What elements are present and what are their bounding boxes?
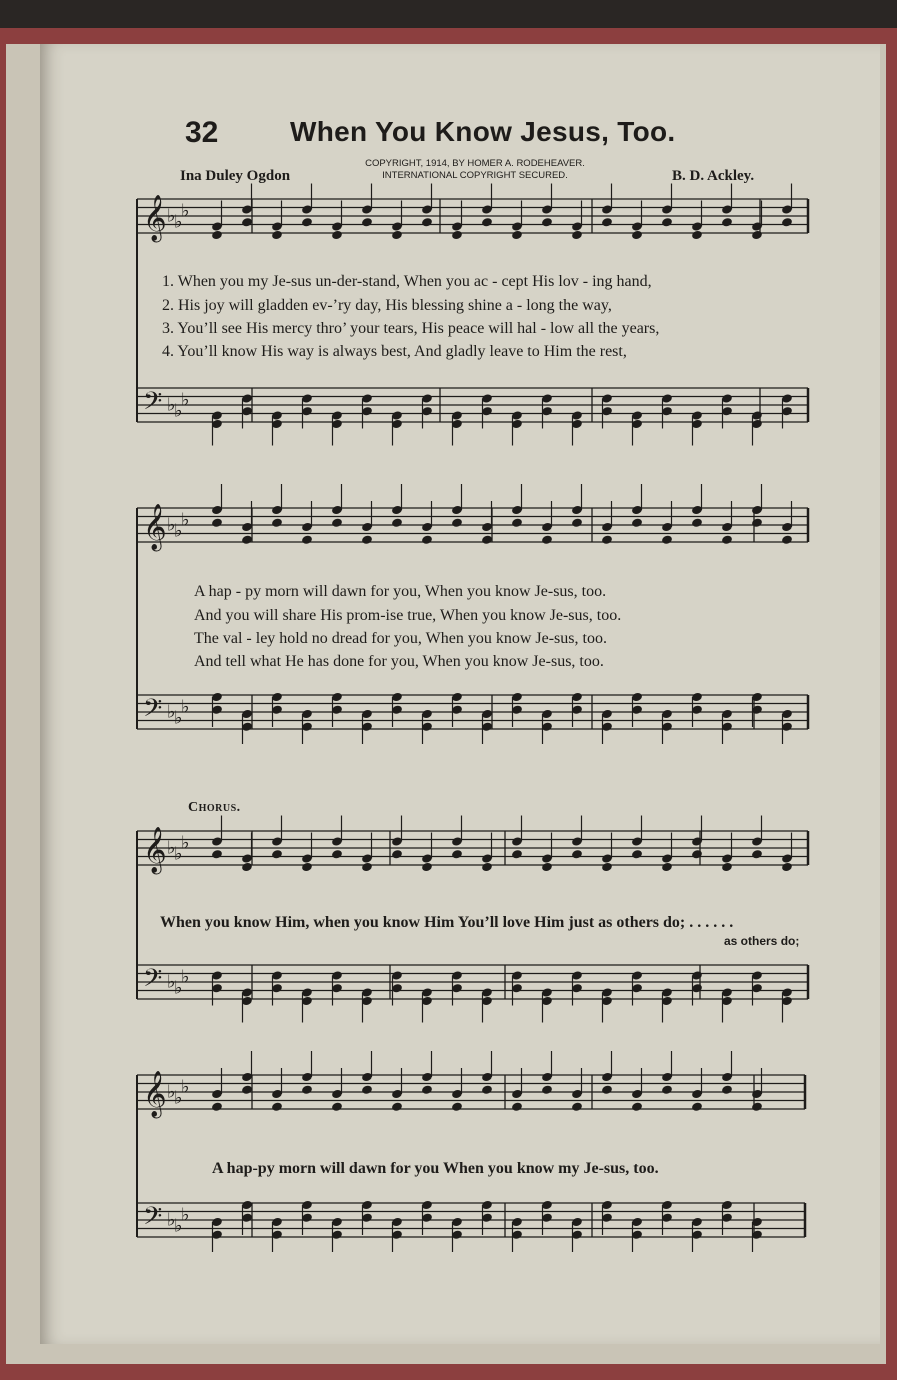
flat-sign: ♭ [181, 200, 190, 222]
flat-sign: ♭ [181, 1204, 190, 1226]
flat-sign: ♭ [174, 1087, 183, 1109]
flat-sign: ♭ [174, 977, 183, 999]
note-head [361, 1084, 373, 1095]
note-head [631, 1101, 643, 1112]
note-head [271, 849, 283, 860]
chorus-label: Chorus. [188, 800, 241, 815]
note-head [571, 230, 583, 241]
note-head [451, 517, 463, 528]
note-head [781, 217, 793, 228]
note-head [631, 517, 643, 528]
flat-sign: ♭ [181, 389, 190, 411]
note-head [781, 862, 793, 873]
bass-clef: 𝄢 [143, 694, 163, 729]
flat-sign: ♭ [174, 1215, 183, 1237]
flat-sign: ♭ [167, 837, 176, 859]
flat-sign: ♭ [174, 520, 183, 542]
composer: B. D. Ackley. [672, 168, 755, 184]
note-head [211, 1101, 223, 1112]
note-head [481, 862, 493, 873]
flat-sign: ♭ [174, 400, 183, 422]
note-head [391, 230, 403, 241]
flat-sign: ♭ [167, 701, 176, 723]
note-head [211, 849, 223, 860]
note-head [751, 517, 763, 528]
note-head [391, 517, 403, 528]
note-head [331, 230, 343, 241]
note-head [661, 1084, 673, 1095]
flat-sign: ♭ [167, 1081, 176, 1103]
note-head [211, 230, 223, 241]
chorus-line-2: A hap-py morn will dawn for you When you know my Je-sus, too. [212, 1160, 659, 1177]
note-head [301, 1084, 313, 1095]
note-head [661, 862, 673, 873]
note-head [421, 534, 433, 545]
note-head [631, 849, 643, 860]
flat-sign: ♭ [181, 1076, 190, 1098]
note-head [571, 517, 583, 528]
note-head [721, 534, 733, 545]
note-head [541, 217, 553, 228]
copyright-line-2: INTERNATIONAL COPYRIGHT SECURED. [382, 170, 568, 181]
note-head [511, 517, 523, 528]
flat-sign: ♭ [174, 843, 183, 865]
flat-sign: ♭ [167, 1209, 176, 1231]
note-head [511, 230, 523, 241]
note-head [691, 1101, 703, 1112]
treble-clef: 𝄞 [143, 827, 167, 873]
note-head [271, 1101, 283, 1112]
note-head [691, 230, 703, 241]
flat-sign: ♭ [181, 509, 190, 531]
lyricist: Ina Duley Ogdon [180, 168, 291, 184]
note-head [541, 534, 553, 545]
flat-sign: ♭ [167, 394, 176, 416]
verse-4-line-b: And tell what He has done for you, When you know Je-sus, too. [194, 653, 604, 670]
treble-clef: 𝄞 [143, 195, 167, 241]
note-head [241, 862, 253, 873]
note-head [421, 862, 433, 873]
hymn-number: 32 [185, 116, 219, 149]
note-head [631, 230, 643, 241]
copyright-line-1: COPYRIGHT, 1914, BY HOMER A. RODEHEAVER. [365, 158, 585, 169]
hymn-title: When You Know Jesus, Too. [290, 116, 676, 147]
note-head [451, 849, 463, 860]
note-head [481, 534, 493, 545]
note-head [331, 517, 343, 528]
note-head [271, 230, 283, 241]
note-head [421, 1084, 433, 1095]
note-head [241, 1084, 253, 1095]
flat-sign: ♭ [181, 832, 190, 854]
treble-clef: 𝄞 [143, 1071, 167, 1117]
note-head [361, 534, 373, 545]
flat-sign: ♭ [167, 514, 176, 536]
note-head [541, 862, 553, 873]
note-head [571, 1101, 583, 1112]
note-head [331, 849, 343, 860]
note-head [601, 1084, 613, 1095]
note-head [301, 217, 313, 228]
note-head [661, 217, 673, 228]
flat-sign: ♭ [167, 971, 176, 993]
treble-clef: 𝄞 [143, 504, 167, 550]
note-head [451, 1101, 463, 1112]
flat-sign: ♭ [181, 966, 190, 988]
note-head [661, 534, 673, 545]
bass-clef: 𝄢 [143, 1202, 163, 1237]
note-head [211, 517, 223, 528]
note-head [421, 217, 433, 228]
note-head [361, 217, 373, 228]
note-head [601, 534, 613, 545]
flat-sign: ♭ [174, 211, 183, 233]
chorus-line-1: When you know Him, when you know Him You’ll love Him just as others do; . . . . . . [160, 914, 734, 931]
note-head [511, 849, 523, 860]
bass-clef: 𝄢 [143, 964, 163, 999]
note-head [721, 1084, 733, 1095]
note-head [391, 849, 403, 860]
note-head [451, 230, 463, 241]
note-head [601, 862, 613, 873]
note-head [301, 534, 313, 545]
note-head [271, 517, 283, 528]
note-head [601, 217, 613, 228]
note-head [691, 517, 703, 528]
note-head [391, 1101, 403, 1112]
verse-4-line-a: 4. You’ll know His way is always best, And gladly leave to Him the rest, [162, 343, 627, 360]
note-head [571, 849, 583, 860]
note-head [481, 217, 493, 228]
note-head [361, 862, 373, 873]
note-head [751, 1101, 763, 1112]
verse-2-line-a: 2. His joy will gladden ev-’ry day, His blessing shine a - long the way, [162, 297, 612, 314]
note-head [751, 849, 763, 860]
note-head [691, 849, 703, 860]
note-head [721, 217, 733, 228]
verse-3-line-a: 3. You’ll see His mercy thro’ your tears, His peace will hal - low all the years, [162, 320, 660, 337]
chorus-echo: as others do; [724, 934, 800, 948]
bass-clef: 𝄢 [143, 387, 163, 422]
note-head [751, 230, 763, 241]
note-head [241, 217, 253, 228]
flat-sign: ♭ [167, 205, 176, 227]
note-head [721, 862, 733, 873]
note-head [301, 862, 313, 873]
flat-sign: ♭ [181, 696, 190, 718]
note-head [481, 1084, 493, 1095]
note-head [241, 534, 253, 545]
verse-3-line-b: The val - ley hold no dread for you, When you know Je-sus, too. [194, 630, 607, 647]
note-head [511, 1101, 523, 1112]
note-head [781, 534, 793, 545]
flat-sign: ♭ [174, 707, 183, 729]
verse-1-line-b: A hap - py morn will dawn for you, When you know Je-sus, too. [194, 583, 607, 600]
verse-2-line-b: And you will share His prom-ise true, When you know Je-sus, too. [194, 607, 622, 624]
note-head [331, 1101, 343, 1112]
note-head [541, 1084, 553, 1095]
verse-1-line-a: 1. When you my Je-sus un-der-stand, When you ac - cept His lov - ing hand, [162, 273, 652, 290]
